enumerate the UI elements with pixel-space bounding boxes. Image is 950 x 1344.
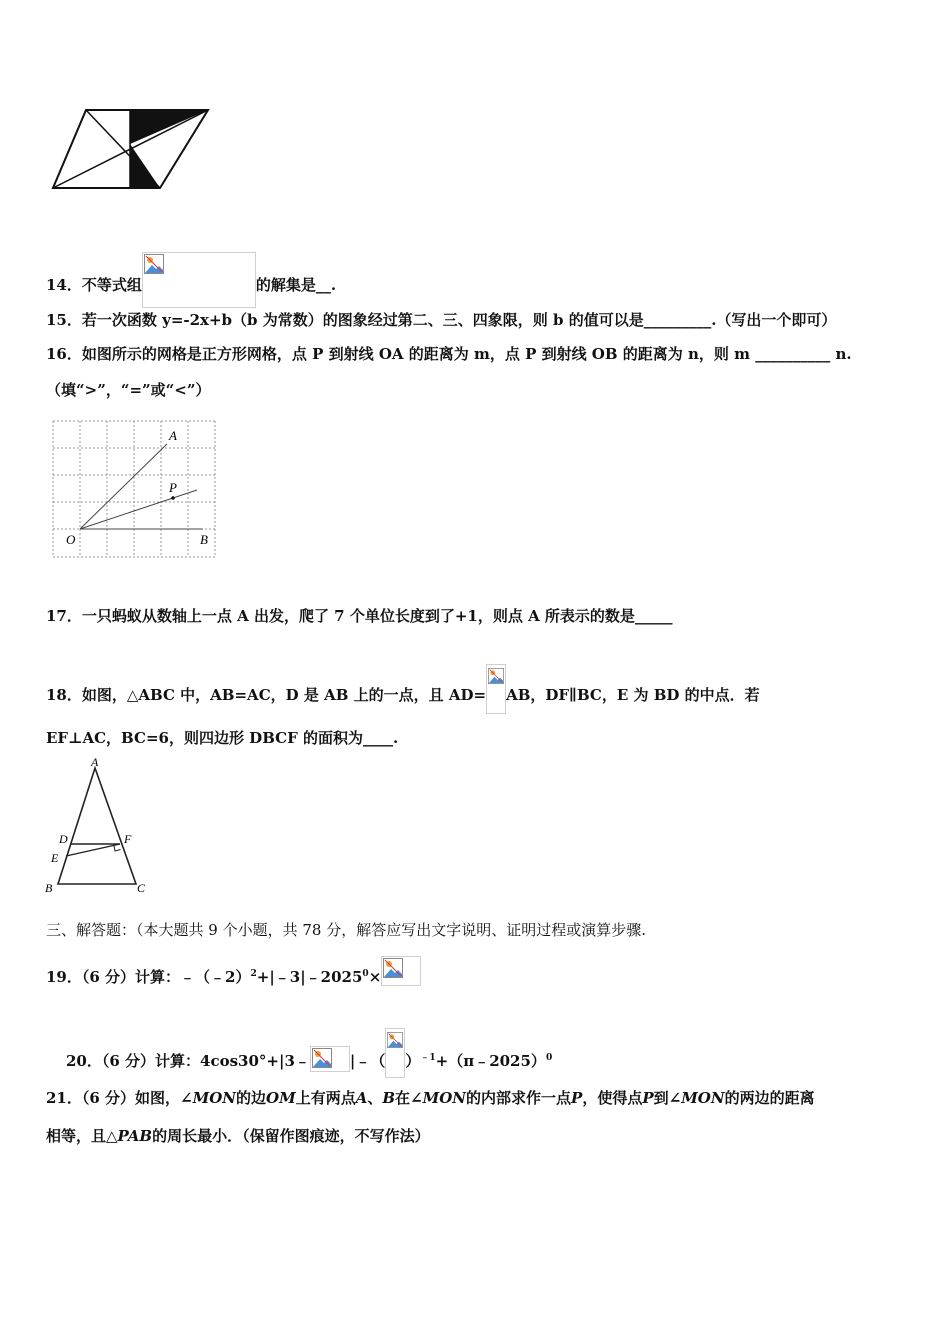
label-b: B <box>45 881 53 895</box>
q20-text-2: |﹣（ <box>349 1052 386 1070</box>
question-18-line2 <box>46 728 398 748</box>
q15-text: 15．若一次函数 y=-2x+b（b 为常数）的图象经过第二、三、四象限，则 b 的值可以是 <box>46 311 644 329</box>
question-18-line1 <box>46 664 760 714</box>
q18-fraction-image <box>486 664 506 714</box>
question-14 <box>46 252 336 308</box>
label-b: B <box>200 532 208 547</box>
label-o: O <box>66 532 76 547</box>
broken-image-icon <box>144 254 164 274</box>
label-d: D <box>59 832 68 846</box>
q20-text-1: 20．（6 分）计算：4cos30°+|3﹣ <box>66 1052 310 1070</box>
q14-answer-blank: __ <box>315 276 331 294</box>
label-f: F <box>124 832 132 846</box>
q21-pab: PAB <box>117 1127 153 1145</box>
label-e: E <box>51 851 59 865</box>
q21-mon: MON <box>681 1089 725 1107</box>
q21-text-2b: 的周长最小．（保留作图痕迹，不写作法） <box>152 1127 430 1145</box>
broken-image-icon <box>488 666 504 686</box>
broken-image-icon <box>383 958 403 978</box>
question-21-line1 <box>46 1088 815 1108</box>
label-c: C <box>137 881 146 895</box>
q21-dun: 、 <box>367 1089 383 1107</box>
q21-text-e: 的内部求作一点 <box>466 1089 572 1107</box>
q21-text-b: 的边 <box>236 1089 267 1107</box>
q16-instruction: （填“>”，“=”或“<”） <box>46 381 211 399</box>
q21-text-a: 21．（6 分）如图，∠ <box>46 1089 193 1107</box>
q16-text: 16．如图所示的网格是正方形网格，点 P 到射线 OA 的距离为 m，点 P 到射线 OB 的距离为 n，则 m <box>46 345 750 363</box>
segment-ef <box>66 844 120 856</box>
q21-text-c: 上有两点 <box>295 1089 356 1107</box>
q18-end: . <box>392 729 399 747</box>
q21-om: OM <box>266 1089 296 1107</box>
question-17 <box>46 606 672 626</box>
q15-end: .（写出一个即可） <box>711 311 837 329</box>
q16-end: n. <box>835 345 852 363</box>
q18-text-line2: EF⊥AC，BC=6，则四边形 DBCF 的面积为 <box>46 729 363 747</box>
q18-triangle-figure <box>42 756 154 896</box>
q21-mon: MON <box>422 1089 467 1107</box>
section-3-text: 三、解答题：（本大题共 9 个小题，共 78 分，解答应写出文字说明、证明过程或演算步骤. <box>46 921 646 939</box>
q21-point-b: B <box>382 1089 396 1107</box>
section-3-heading <box>46 920 646 940</box>
label-a: A <box>91 756 99 769</box>
q19-exponent-2: 2 <box>250 969 257 979</box>
q20-text-3: ） <box>405 1052 421 1070</box>
q15-answer-blank: _________ <box>643 311 712 329</box>
question-16-line2 <box>46 380 210 400</box>
q19-text: 19．（6 分）计算：﹣（﹣2） <box>46 968 251 986</box>
q21-text-d: 在∠ <box>395 1089 423 1107</box>
q21-text-2a: 相等，且△ <box>46 1127 118 1145</box>
label-p: P <box>169 480 177 495</box>
parallelogram-figure <box>48 104 213 192</box>
q21-text-g: 到∠ <box>653 1089 682 1107</box>
broken-image-icon <box>312 1048 332 1068</box>
point-p <box>171 496 175 500</box>
q21-text-f: ，使得点 <box>582 1089 643 1107</box>
q17-text: 17．一只蚂蚁从数轴上一点 A 出发，爬了 7 个单位长度到了+1，则点 A 所表示的数是 <box>46 607 635 625</box>
ray-oa <box>80 444 167 529</box>
broken-image-icon <box>387 1030 403 1050</box>
question-15 <box>46 310 836 330</box>
label-a: A <box>169 428 177 443</box>
q21-point-p: P <box>642 1089 654 1107</box>
q14-text-after: 的解集是 <box>255 276 316 294</box>
q16-grid-figure <box>48 418 220 560</box>
q21-text-h: 的两边的距离 <box>724 1089 815 1107</box>
q20-exponent-neg1: ﹣1 <box>420 1053 436 1063</box>
q21-mon: MON <box>192 1089 236 1107</box>
grid-lines <box>53 421 215 557</box>
ray-op <box>80 490 197 529</box>
q17-answer-blank: _____ <box>634 607 673 625</box>
question-20 <box>66 1028 552 1078</box>
q19-times: × <box>368 968 382 986</box>
q14-number: 14． <box>46 276 82 294</box>
triangle-abc <box>58 768 136 884</box>
q18-answer-blank: ____ <box>362 729 393 747</box>
q14-text-before: 不等式组 <box>81 276 142 294</box>
q21-point-a: A <box>355 1089 368 1107</box>
q19-expression-image <box>381 956 421 986</box>
q18-text-part2: AB，DF∥BC，E 为 BD 的中点．若 <box>506 686 760 704</box>
question-21-line2 <box>46 1126 430 1146</box>
q19-exponent-0: 0 <box>362 969 369 979</box>
q20-text-4: +（π﹣2025） <box>435 1052 546 1070</box>
q20-radical-image <box>310 1046 350 1072</box>
q16-answer-blank: __________ <box>755 345 831 363</box>
q20-fraction-image <box>385 1028 405 1078</box>
question-16-line1 <box>46 344 852 364</box>
q21-point-p: P <box>571 1089 583 1107</box>
shaded-triangle-bottom <box>130 144 160 188</box>
right-angle-mark <box>114 846 121 852</box>
q20-exponent-0: 0 <box>545 1053 553 1063</box>
q14-system-image <box>142 252 256 308</box>
question-19 <box>46 956 421 987</box>
q14-end: . <box>330 276 337 294</box>
q18-text-part1: 18．如图，△ABC 中，AB=AC，D 是 AB 上的一点，且 AD= <box>46 686 487 704</box>
q19-text-mid: +|﹣3|﹣2025 <box>256 968 363 986</box>
